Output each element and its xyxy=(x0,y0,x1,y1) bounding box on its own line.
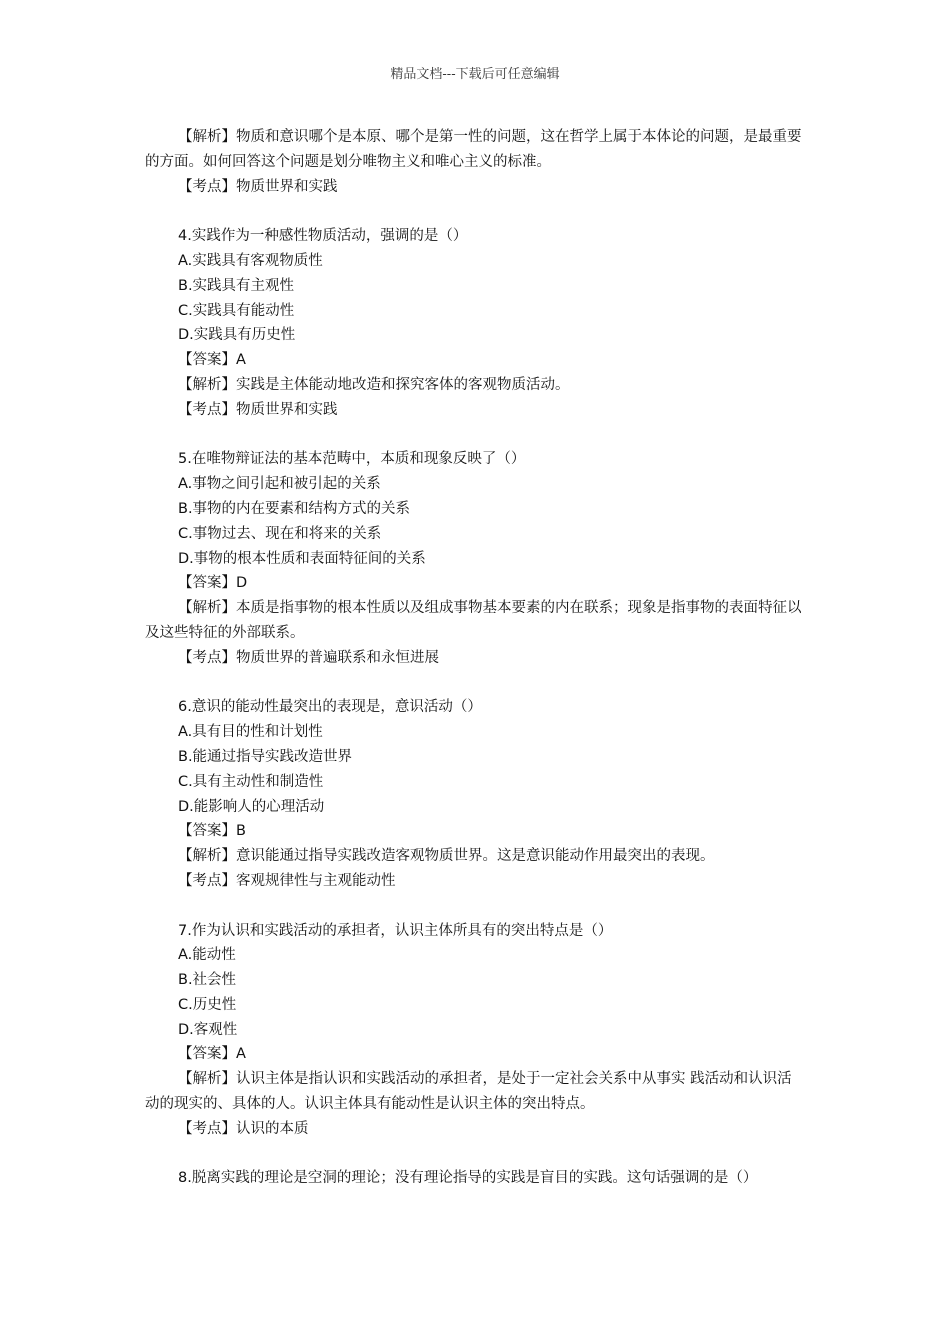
exam-point: 【考点】物质世界和实践 xyxy=(178,401,338,418)
document-body xyxy=(145,125,805,1191)
spacer xyxy=(145,199,805,224)
question-stem: 4.实践作为一种感性物质活动，强调的是（） xyxy=(178,228,468,245)
question-block xyxy=(145,224,805,422)
answer: 【答案】D xyxy=(178,575,248,592)
answer: 【答案】B xyxy=(178,823,246,840)
spacer xyxy=(145,1142,805,1167)
analysis: 【解析】实践是主体能动地改造和探究客体的客观物质活动。 xyxy=(178,376,570,393)
option-a: A.实践具有客观物质性 xyxy=(178,252,323,269)
question-stem: 7.作为认识和实践活动的承担者，认识主体所具有的突出特点是（） xyxy=(178,922,613,939)
option-d: D.事物的根本性质和表面特征间的关系 xyxy=(178,550,426,567)
exam-point: 【考点】客观规律性与主观能动性 xyxy=(178,872,396,889)
option-d: D.客观性 xyxy=(178,1021,238,1038)
option-a: A.具有目的性和计划性 xyxy=(178,724,323,741)
question-block xyxy=(145,919,805,1142)
spacer xyxy=(145,894,805,919)
question-stem: 6.意识的能动性最突出的表现是，意识活动（） xyxy=(178,699,482,716)
exam-point: 【考点】物质世界的普遍联系和永恒进展 xyxy=(178,649,439,666)
option-c: C.实践具有能动性 xyxy=(178,302,295,319)
exam-point: 【考点】认识的本质 xyxy=(178,1120,309,1137)
spacer xyxy=(145,671,805,696)
option-c: C.具有主动性和制造性 xyxy=(178,773,324,790)
option-b: B.实践具有主观性 xyxy=(178,277,295,294)
analysis: 【解析】意识能通过指导实践改造客观物质世界。这是意识能动作用最突出的表现。 xyxy=(178,848,715,865)
spacer xyxy=(145,423,805,448)
page-header: 精品文档---下载后可任意编辑 xyxy=(390,67,560,82)
option-b: B.能通过指导实践改造世界 xyxy=(178,748,353,765)
question-stem: 5.在唯物辩证法的基本范畴中，本质和现象反映了（） xyxy=(178,451,526,468)
option-b: B.社会性 xyxy=(178,972,237,989)
option-c: C.事物过去、现在和将来的关系 xyxy=(178,525,382,542)
analysis: 【解析】认识主体是指认识和实践活动的承担者，是处于一定社会关系中从事实 践活动和认识活动的现实的、具体的人。认识主体具有能动性是认识主体的突出特点。 xyxy=(145,1071,792,1113)
option-a: A.事物之间引起和被引起的关系 xyxy=(178,476,381,493)
analysis: 【解析】本质是指事物的根本性质以及组成事物基本要素的内在联系；现象是指事物的表面特征以及这些特征的外部联系。 xyxy=(145,600,802,641)
question-block xyxy=(145,1166,805,1191)
question-block xyxy=(145,447,805,670)
intro-point: 【考点】物质世界和实践 xyxy=(178,178,338,195)
option-d: D.实践具有历史性 xyxy=(178,327,296,344)
answer: 【答案】A xyxy=(178,1046,246,1063)
answer: 【答案】A xyxy=(178,352,246,369)
option-a: A.能动性 xyxy=(178,947,236,964)
option-b: B.事物的内在要素和结构方式的关系 xyxy=(178,500,411,517)
question-stem: 8.脱离实践的理论是空洞的理论；没有理论指导的实践是盲目的实践。这句话强调的是（） xyxy=(178,1170,758,1187)
option-d: D.能影响人的心理活动 xyxy=(178,798,325,815)
option-c: C.历史性 xyxy=(178,996,237,1013)
intro-analysis: 【解析】物质和意识哪个是本原、哪个是第一性的问题，这在哲学上属于本体论的问题，是最重要的方面。如何回答这个问题是划分唯物主义和唯心主义的标准。 xyxy=(145,129,802,170)
question-block xyxy=(145,695,805,893)
